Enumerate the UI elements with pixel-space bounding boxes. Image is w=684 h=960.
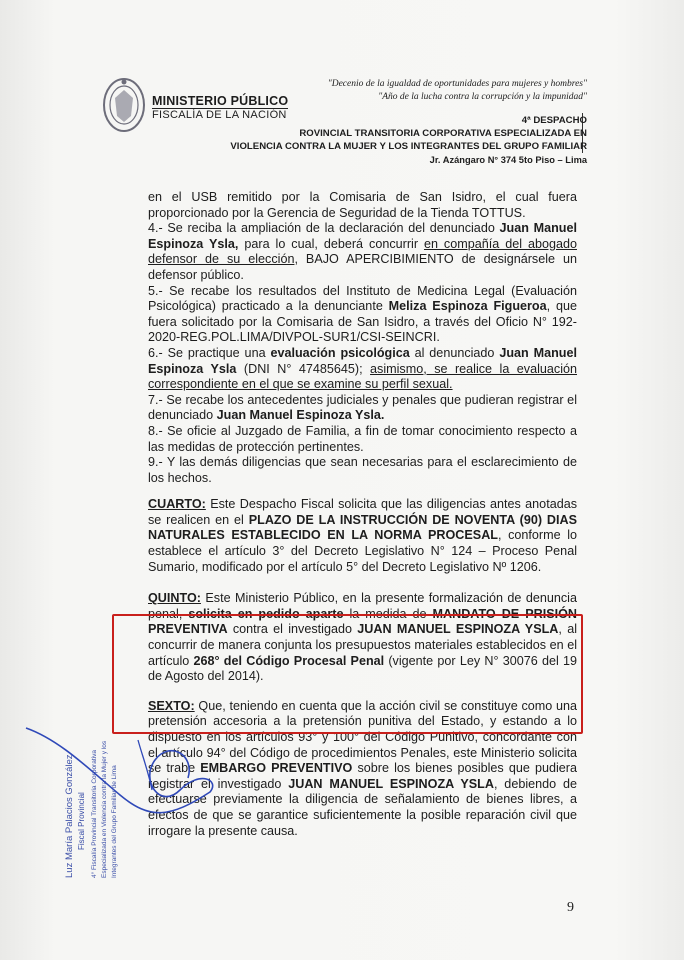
item-7: 7.- Se recabe los antecedentes judiciales y penales que pudieran registrar el denunciado Juan Manuel Espinoza Ysla. [148,392,577,423]
item-9: 9.- Y las demás diligencias que sean necesarias para el esclarecimiento de los hechos. [148,455,577,485]
item-4: 4.- Se reciba la ampliación de la declaración del denunciado Juan Manuel Espinoza Ysla, para lo cual, deberá concurrir en compañía del abogado defensor de su elección, BAJO APERCIBIMIENTO de designársele un defensor público. [148,221,578,282]
item-8: 8.- Se oficie al Juzgado de Familia, a fin de tomar conocimiento respecto a las medidas de protección pertinentes. [148,423,577,454]
stamp-group: Integrantes del Grupo Familiar de Lima [111,765,118,878]
stamp-title: Fiscal Provincial [77,792,86,850]
paragraph-usb: en el USB remitido por la Comisaria de San Isidro, el cual fuera proporcionado por la Gerencia de Seguridad de la Tienda TOTTUS. [148,190,577,220]
office-address: Jr. Azángaro N° 374 5to Piso – Lima [429,155,587,165]
handwritten-signature [20,700,230,830]
decade-motto: "Decenio de la igualdad de oportunidades para mujeres y hombres" [327,79,587,89]
section-sexto: SEXTO: Que, teniendo en cuenta que la acción civil se constituye como una pretensión accesoria a la pretensión punitiva del Estado, y estando a lo dispuesto en los artículos 93° y 100° del Código Punitivo, concordante con el artículo 94° del Código de procedimientos Penales, este Ministerio solicita se trabe EMBARGO PREVENTIVO sobre los bienes posibles que pudiera registrar el investigado JUAN MANUEL ESPINOZA YSLA, debiendo de efectuarse previamente la diligencia de señalamiento de bienes libres, a efectos de que se garantice suficientemente la posible reparación civil que irrogare la presente causa. [148,698,577,838]
year-motto: "Año de la lucha contra la corrupción y la impunidad" [378,92,587,102]
section-cuarto: CUARTO: Este Despacho Fiscal solicita que las diligencias antes anotadas se realicen en el PLAZO DE LA INSTRUCCIÓN DE NOVENTA (90) DIAS NATURALES ESTABLECIDO EN LA NORMA PROCESAL, conforme lo establece el artículo 3° del Decreto Legislativo N° 124 – Proceso Penal Sumario, modificado por el artículo 5° del Decreto Legislativo Nº 1206. [148,497,577,574]
office-line-3: VIOLENCIA CONTRA LA MUJER Y LOS INTEGRANTES DEL GRUPO FAMILIAR [230,141,587,152]
institution-name: MINISTERIO PÚBLICO [152,94,289,108]
stamp-name: Luz María Palacios González [64,754,75,878]
item-5: 5.- Se recabe los resultados del Instituto de Medicina Legal (Evaluación Psicológica) practicado a la denunciante Meliza Espinoza Figueroa, que fuera solicitado por la Comisaria de San Isidro, a través del Oficio N° 192-2020-REG.POL.LIMA/DIVPOL-SUR1/CSI-SEINCRI. [148,283,577,345]
office-number: 4ª DESPACHO [521,115,587,126]
office-line-2: ROVINCIAL TRANSITORIA CORPORATIVA ESPECIALIZADA EN [299,128,587,139]
stamp-office: 4° Fiscalía Provincial Transitoria Corporativa [91,750,98,878]
item-6: 6.- Se practique una evaluación psicológica al denunciado Juan Manuel Espinoza Ysla (DNI N° 47485645); asimismo, se realice la evaluación correspondiente en el que se examine su perfil sexual. [148,345,578,392]
section-quinto: QUINTO: Este Ministerio Público, en la presente formalización de denuncia penal, solicita en pedido aparte la medida de MANDATO DE PRISIÓN PREVENTIVA contra el investigado JUAN MANUEL ESPINOZA YSLA, al concurrir de manera conjunta los presupuestos materiales establecidos en el artículo 268° del Código Procesal Penal (vigente por Ley N° 30076 del 19 de Agosto del 2014). [148,591,577,684]
ministry-seal-icon [101,76,147,134]
page-number: 9 [567,900,574,915]
stamp-specialty: Especializada en Violencia contra la Mujer y los [101,740,108,878]
institution-subtitle: FISCALÍA DE LA NACIÓN [152,109,287,121]
